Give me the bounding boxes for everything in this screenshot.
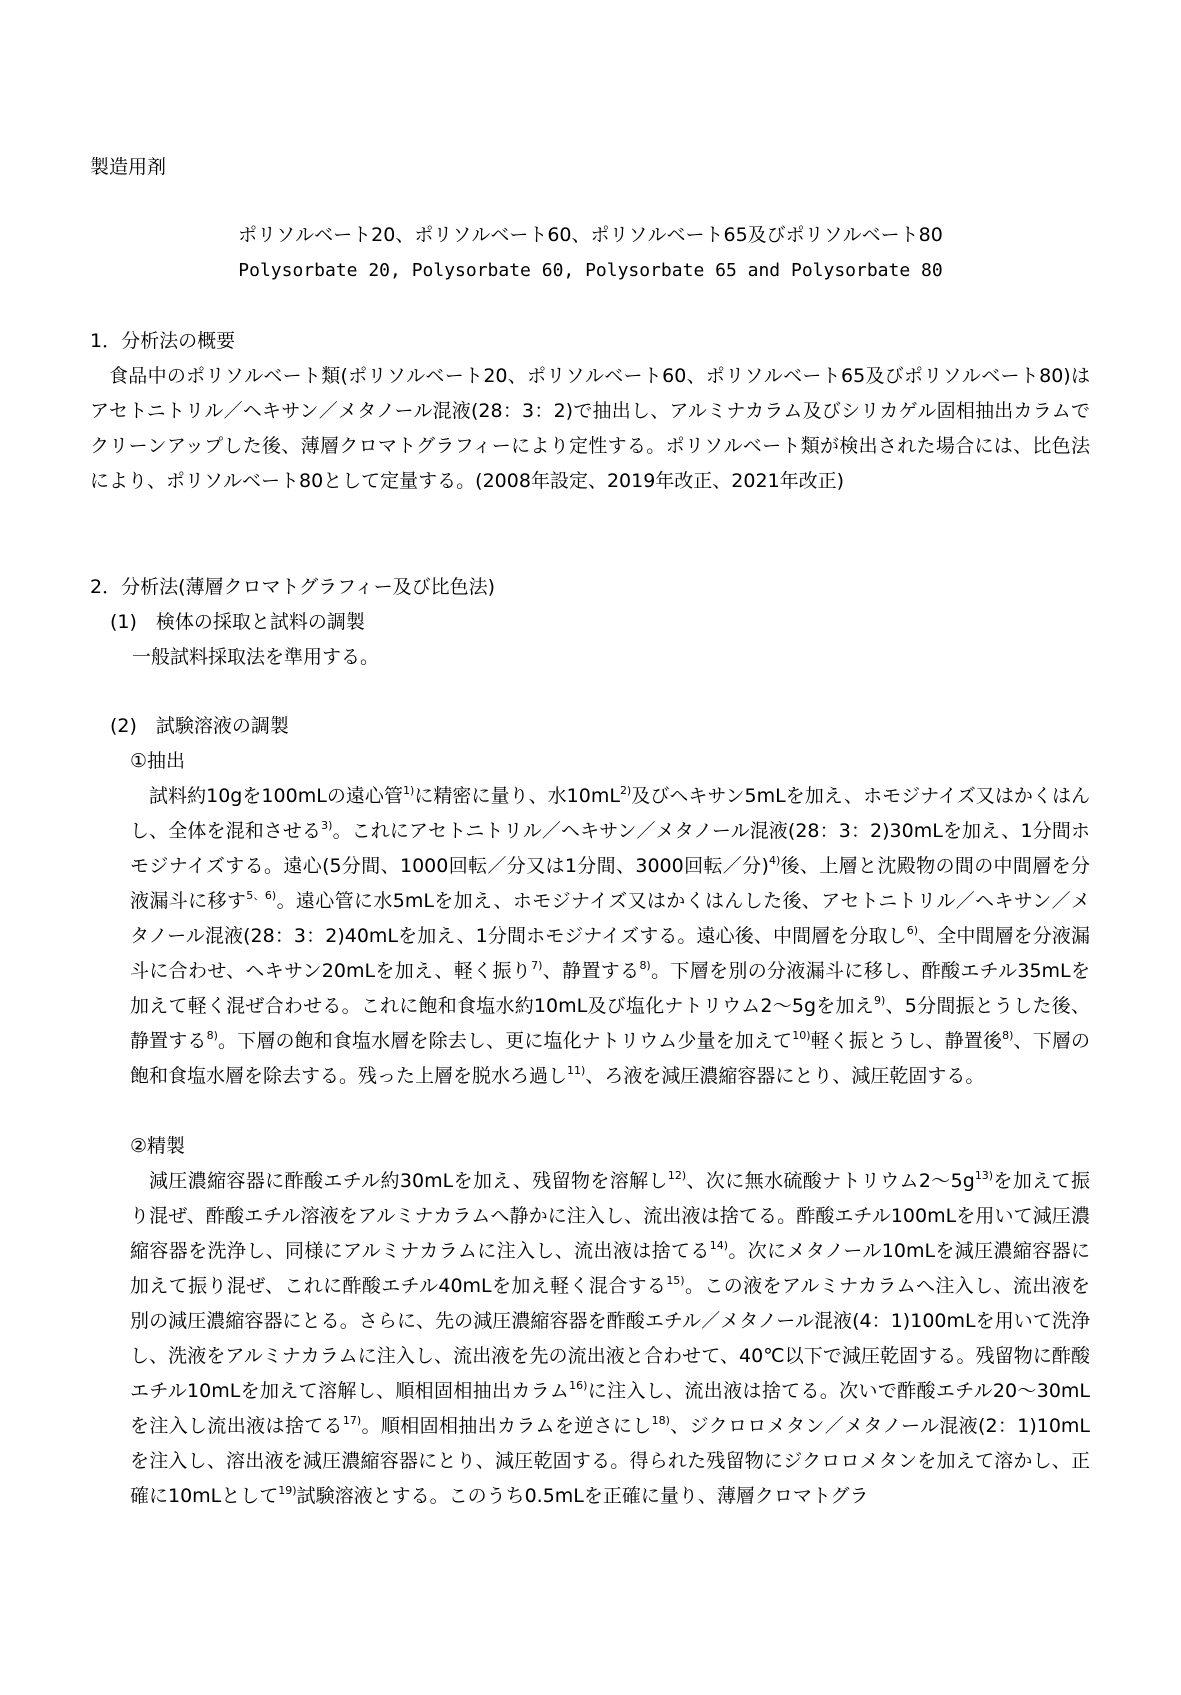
paragraph-text: を加えて振り混ぜ、酢酸エチル溶液をアルミナカラムへ静かに注入し、流出液は捨てる。酢酸エチル100mLを用いて減圧濃縮容器を洗浄し、同様にアルミナカラムに注入し、流出液は捨てる [130,1170,1090,1262]
footnote-ref: 18) [651,1414,670,1427]
section-2-heading: 2．分析法(薄層クロマトグラフィー及び比色法) [90,576,496,598]
step-extraction-heading: ①抽出 [130,750,186,772]
footnote-ref: 19) [278,1484,297,1497]
paragraph-text: 及びヘキサン5mLを加え、ホモジナイズ又はかくはんし、全体を混和させる [130,785,1090,842]
paragraph-text: 。この液をアルミナカラムへ注入し、流出液を別の減圧濃縮容器にとる。さらに、先の減圧濃縮容器を酢酸エチル／メタノール混液(4：1)100mLを用いて洗浄し、洗液をアルミナカラムに注入し、流出液を先の流出液と合わせて、40℃以下で減圧乾固する。残留物に酢酸エチル10mLを加えて溶解し、順相固相抽出カラム [130,1275,1090,1402]
document-title-english: Polysorbate 20, Polysorbate 60, Polysorbate 65 and Polysorbate 80 [238,260,943,281]
paragraph-text: 、ジクロロメタン／メタノール混液(2：1)10mLを注入し、溶出液を減圧濃縮容器にとり、減圧乾固する。得られた残留物にジクロロメタンを加えて溶かし、正確に10mLとして [130,1415,1091,1507]
footnote-ref: 1) [403,784,415,797]
footnote-ref: 8) [206,1029,218,1042]
section-1-paragraph: 食品中のポリソルベート類(ポリソルベート20、ポリソルベート60、ポリソルベート65及びポリソルベート80)はアセトニトリル／ヘキサン／メタノール混液(28：3：2)で抽出し、アルミナカラム及びシリカゲル固相抽出カラムでクリーンアップした後、薄層クロマトグラフィーにより定性する。ポリソルベート類が検出された場合には、比色法により、ポリソルベート80として定量する。(2008年設定、2019年改正、2021年改正) [90,365,1090,492]
footnote-ref: 11) [567,1064,586,1077]
step-purification-paragraph [130,1164,1090,1514]
footnote-ref: 14) [709,1239,728,1252]
footnote-ref: 8) [639,959,651,972]
footnote-ref: 15) [666,1274,685,1287]
paragraph-text: 、ろ液を減圧濃縮容器にとり、減圧乾固する。 [585,1065,985,1087]
paragraph-text: 、5分間振とうした後、静置する [130,995,1090,1052]
footnote-ref: 7) [531,959,543,972]
paragraph-text: 、下層の飽和食塩水層を除去する。残った上層を脱水ろ過し [130,1030,1090,1087]
subsection-1-heading: (1) 検体の採取と試料の調製 [110,611,365,633]
section-1-heading: 1．分析法の概要 [90,330,236,352]
paragraph-text: 。下層を別の分液漏斗に移し、酢酸エチル35mLを加えて軽く混ぜ合わせる。これに飽和食塩水約10mL及び塩化ナトリウム2～5gを加え [130,960,1090,1017]
paragraph-text: 、静置する [542,960,640,982]
paragraph-text: 試験溶液とする。このうち0.5mLを正確に量り、薄層クロマトグラ [296,1485,869,1507]
footnote-ref: 16) [569,1379,588,1392]
paragraph-text: 軽く振とうし、静置後 [810,1030,1003,1052]
document-title-japanese: ポリソルベート20、ポリソルベート60、ポリソルベート65及びポリソルベート80 [238,224,943,246]
paragraph-text: 。遠心管に水5mLを加え、ホモジナイズ又はかくはんした後、アセトニトリル／ヘキサン／メタノール混液(28：3：2)40mLを加え、1分間ホモジナイズする。遠心後、中間層を分取し [130,890,1090,947]
footnote-ref: 2) [619,784,632,797]
paragraph-text: 減圧濃縮容器に酢酸エチル約30mLを加え、残留物を溶解し [149,1170,668,1192]
paragraph-text: 後、上層と沈殿物の間の中間層を分液漏斗に移す [130,855,1090,912]
paragraph-text: 。これにアセトニトリル／ヘキサン／メタノール混液(28：3：2)30mLを加え、1分間ホモジナイズする。遠心(5分間、1000回転／分又は1分間、3000回転／分) [130,820,1090,877]
step-purification-heading: ②精製 [130,1135,186,1157]
paragraph-text: 、全中間層を分液漏斗に合わせ、ヘキサン20mLを加え、軽く振り [130,925,1090,982]
footnote-ref: 13) [974,1169,994,1182]
footnote-ref: 3) [321,819,333,832]
paragraph-text: に注入し、流出液は捨てる。次いで酢酸エチル20～30mLを注入し流出液は捨てる [130,1380,1091,1437]
footnote-ref: 4) [768,854,781,867]
paragraph-text: に精密に量り、水10mL [414,785,620,807]
footnote-ref: 6) [906,924,919,937]
step-extraction-paragraph [130,779,1090,1094]
footnote-ref: 17) [342,1414,362,1427]
subsection-1-body: 一般試料採取法を準用する。 [132,646,380,668]
paragraph-text: 、次に無水硫酸ナトリウム2～5g [686,1170,975,1192]
footnote-ref: 9) [874,994,886,1007]
footnote-ref: 5、6) [246,889,277,902]
paragraph-text: 。下層の飽和食塩水層を除去し、更に塩化ナトリウム少量を加えて [217,1030,793,1052]
footnote-ref: 8) [1002,1029,1014,1042]
footnote-ref: 10) [792,1029,811,1042]
subsection-2-heading: (2) 試験溶液の調製 [110,715,289,737]
paragraph-text: 試料約10gを100mLの遠心管 [149,785,403,807]
paragraph-text: 。次にメタノール10mLを減圧濃縮容器に加えて振り混ぜ、これに酢酸エチル40mLを加え軽く混合する [130,1240,1090,1297]
paragraph-text: 。順相固相抽出カラムを逆さにし [361,1415,652,1437]
footnote-ref: 12) [667,1169,687,1182]
category-label: 製造用剤 [90,156,167,178]
